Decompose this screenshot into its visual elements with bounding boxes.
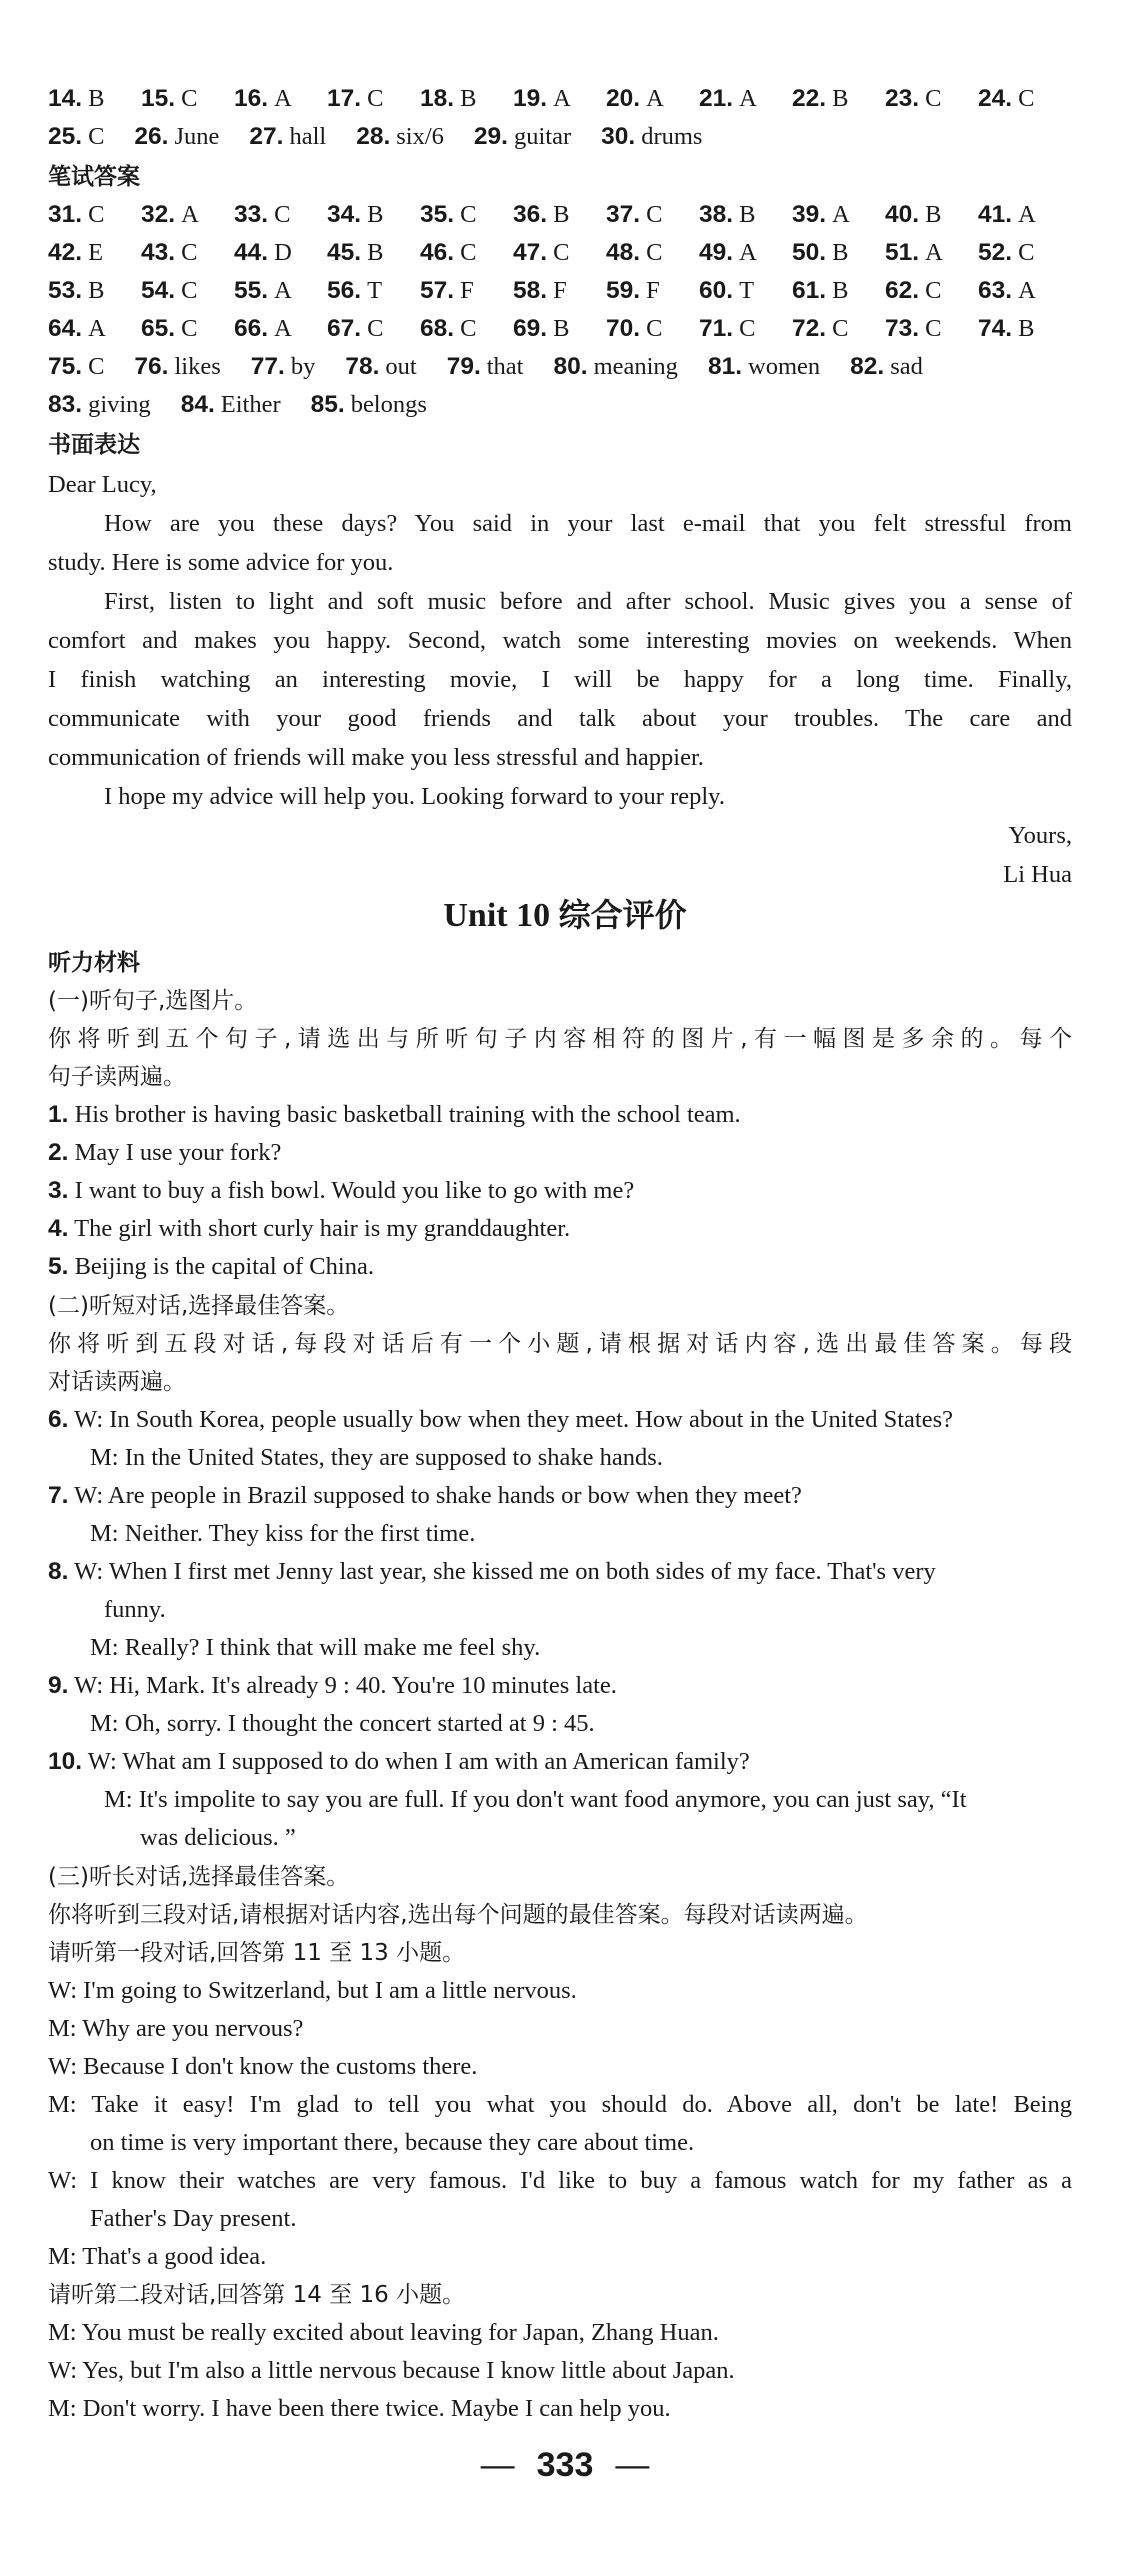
dialogue-8-w-cont: funny. <box>104 1596 166 1623</box>
answer-cell <box>134 348 220 386</box>
answer-number: 60. <box>699 277 734 304</box>
sentence-item-1: 1. His brother is having basic basketball training with the school team. <box>48 1101 741 1128</box>
answer-cell <box>885 310 978 348</box>
answer-value: A <box>739 85 757 112</box>
answer-value: B <box>367 201 384 228</box>
answer-cell <box>606 310 699 348</box>
answer-row-14-24 <box>48 80 1072 118</box>
answer-value: C <box>646 239 663 266</box>
answer-value: six/6 <box>396 123 444 150</box>
letter-paragraph-2-line-2: comfort and makes you happy. Second, watch some interesting movies on weekends. When <box>48 627 1072 654</box>
letter-closing: Yours, <box>1008 822 1072 849</box>
answer-value: T <box>367 277 383 304</box>
answer-value: C <box>1018 239 1035 266</box>
answer-value: giving <box>88 391 151 418</box>
answer-value: B <box>832 277 849 304</box>
answer-cell <box>601 118 702 156</box>
answer-number: 61. <box>792 277 827 304</box>
answer-value: C <box>274 201 291 228</box>
answer-value: C <box>460 201 477 228</box>
answer-cell <box>234 310 327 348</box>
section-3-instruction: 你将听到三段对话,请根据对话内容,选出每个问题的最佳答案。每段对话读两遍。 <box>48 1902 868 1928</box>
dialogue-7-m: M: Neither. They kiss for the first time. <box>90 1520 476 1547</box>
dialogue-8-w: 8. W: When I first met Jenny last year, she kissed me on both sides of my face. That's very <box>48 1558 936 1585</box>
answer-number: 70. <box>606 315 641 342</box>
answer-cell <box>48 348 104 386</box>
answer-cell <box>48 118 104 156</box>
answer-number: 21. <box>699 85 734 112</box>
answer-value: A <box>88 315 106 342</box>
dialogue-6-m: M: In the United States, they are supposed to shake hands. <box>90 1444 663 1471</box>
answer-cell <box>978 234 1071 272</box>
answer-cell <box>513 196 606 234</box>
conversation-1-line-5-cont: Father's Day present. <box>90 2205 297 2232</box>
answer-number: 58. <box>513 277 548 304</box>
conversation-1-line-5: W: I know their watches are very famous. I'd like to buy a famous watch for my father as a <box>48 2167 1072 2194</box>
dialogue-9-w: 9. W: Hi, Mark. It's already 9 : 40. You're 10 minutes late. <box>48 1672 617 1699</box>
answer-number: 57. <box>420 277 455 304</box>
answer-cell <box>447 348 524 386</box>
answer-value: C <box>460 315 477 342</box>
answer-value: June <box>174 123 220 150</box>
answer-row-53-63 <box>48 272 1072 310</box>
conversation-1-line-1: W: I'm going to Switzerland, but I am a little nervous. <box>48 1977 577 2004</box>
answer-value: B <box>88 85 105 112</box>
dialogue-7-w: 7. W: Are people in Brazil supposed to shake hands or bow when they meet? <box>48 1482 802 1509</box>
answer-number: 79. <box>446 353 481 380</box>
answer-value: by <box>290 353 316 380</box>
answer-cell <box>181 386 281 424</box>
conversation-2-line-3: M: Don't worry. I have been there twice. Maybe I can help you. <box>48 2395 671 2422</box>
written-answers-heading: 笔试答案 <box>48 164 140 190</box>
answer-value: C <box>1018 85 1035 112</box>
answer-cell <box>48 386 151 424</box>
conversation-1-intro: 请听第一段对话,回答第 11 至 13 小题。 <box>48 1940 466 1966</box>
answer-cell <box>978 80 1071 118</box>
answer-value: C <box>925 85 942 112</box>
answer-cell <box>48 196 141 234</box>
answer-number: 46. <box>420 239 455 266</box>
answer-cell <box>850 348 923 386</box>
answer-number: 31. <box>48 201 83 228</box>
answer-number: 14. <box>48 85 83 112</box>
answer-number: 30. <box>601 123 636 150</box>
answer-cell <box>513 234 606 272</box>
page-number-value: 333 <box>536 2446 594 2484</box>
dialogue-10-m: M: It's impolite to say you are full. If you don't want food anymore, you can just say, “It <box>104 1786 967 1813</box>
conversation-1-line-4: M: Take it easy! I'm glad to tell you what you should do. Above all, don't be late! Being <box>48 2091 1072 2118</box>
answer-value: hall <box>289 123 327 150</box>
answer-cell <box>708 348 820 386</box>
answer-number: 25. <box>48 123 83 150</box>
answer-value: C <box>88 353 105 380</box>
letter-paragraph-1-line-2: study. Here is some advice for you. <box>48 549 394 576</box>
answer-number: 74. <box>978 315 1013 342</box>
answer-number: 75. <box>48 353 83 380</box>
answer-cell <box>792 196 885 234</box>
answer-number: 71. <box>699 315 734 342</box>
answer-cell <box>251 348 316 386</box>
answer-value: A <box>646 85 664 112</box>
answer-cell <box>606 196 699 234</box>
answer-value: F <box>460 277 474 304</box>
answer-value: A <box>1018 277 1036 304</box>
answer-value: B <box>1018 315 1035 342</box>
answer-number: 66. <box>234 315 269 342</box>
answer-value: C <box>181 277 198 304</box>
answer-value: B <box>367 239 384 266</box>
answer-cell <box>141 80 234 118</box>
answer-value: guitar <box>513 123 572 150</box>
answer-value: C <box>88 201 105 228</box>
conversation-2-line-2: W: Yes, but I'm also a little nervous because I know little about Japan. <box>48 2357 735 2384</box>
conversation-2-intro: 请听第二段对话,回答第 14 至 16 小题。 <box>48 2282 466 2308</box>
dialogue-6-w: 6. W: In South Korea, people usually bow when they meet. How about in the United States? <box>48 1406 953 1433</box>
answer-number: 23. <box>885 85 920 112</box>
answer-cell <box>234 272 327 310</box>
section-2-instruction-line-2: 对话读两遍。 <box>48 1369 186 1395</box>
answer-number: 18. <box>420 85 455 112</box>
dialogue-10-w: 10. W: What am I supposed to do when I am with an American family? <box>48 1748 750 1775</box>
answer-number: 26. <box>134 123 169 150</box>
answer-cell <box>792 234 885 272</box>
letter-signature: Li Hua <box>1003 861 1072 888</box>
section-1-instruction-line-2: 句子读两遍。 <box>48 1064 186 1090</box>
answer-cell <box>554 348 678 386</box>
answer-number: 44. <box>234 239 269 266</box>
answer-number: 29. <box>473 123 508 150</box>
writing-heading: 书面表达 <box>48 432 140 458</box>
answer-number: 51. <box>885 239 920 266</box>
answer-number: 52. <box>978 239 1013 266</box>
answer-number: 62. <box>885 277 920 304</box>
answer-value: C <box>460 239 477 266</box>
answer-value: C <box>739 315 756 342</box>
answer-cell <box>234 80 327 118</box>
answer-number: 42. <box>48 239 83 266</box>
answer-number: 45. <box>327 239 362 266</box>
answer-cell <box>699 310 792 348</box>
answer-value: C <box>181 239 198 266</box>
answer-value: A <box>553 85 571 112</box>
answer-value: A <box>274 315 292 342</box>
answer-value: B <box>460 85 477 112</box>
section-2-title: (二)听短对话,选择最佳答案。 <box>48 1293 350 1319</box>
answer-number: 34. <box>327 201 362 228</box>
conversation-1-line-6: M: That's a good idea. <box>48 2243 267 2270</box>
answer-number: 47. <box>513 239 548 266</box>
letter-paragraph-1-line-1: How are you these days? You said in your last e-mail that you felt stressful from <box>104 510 1072 537</box>
answer-row-64-74 <box>48 310 1072 348</box>
answer-number: 24. <box>978 85 1013 112</box>
answer-cell <box>699 80 792 118</box>
answer-number: 40. <box>885 201 920 228</box>
section-3-title: (三)听长对话,选择最佳答案。 <box>48 1864 350 1890</box>
letter-paragraph-2-line-4: communicate with your good friends and talk about your troubles. The care and <box>48 705 1072 732</box>
answer-value: A <box>832 201 850 228</box>
answer-cell <box>134 118 219 156</box>
answer-number: 72. <box>792 315 827 342</box>
answer-value: C <box>925 315 942 342</box>
answer-number: 83. <box>48 391 83 418</box>
answer-value: belongs <box>350 391 427 418</box>
answer-number: 33. <box>234 201 269 228</box>
answer-value: B <box>553 315 570 342</box>
answer-row-25-30 <box>48 118 1072 156</box>
page-dash-left: — <box>480 2446 515 2484</box>
answer-cell <box>699 196 792 234</box>
answer-cell <box>327 310 420 348</box>
answer-value: Either <box>220 391 281 418</box>
answer-cell <box>356 118 444 156</box>
answer-cell <box>699 272 792 310</box>
answer-value: F <box>553 277 567 304</box>
answer-number: 80. <box>553 353 588 380</box>
answer-value: B <box>739 201 756 228</box>
answer-value: B <box>832 239 849 266</box>
answer-number: 22. <box>792 85 827 112</box>
conversation-1-line-3: W: Because I don't know the customs there. <box>48 2053 478 2080</box>
answer-value: C <box>181 85 198 112</box>
answer-number: 27. <box>249 123 284 150</box>
answer-number: 82. <box>850 353 885 380</box>
answer-number: 73. <box>885 315 920 342</box>
conversation-1-line-2: M: Why are you nervous? <box>48 2015 304 2042</box>
answer-value: E <box>88 239 104 266</box>
unit-title <box>0 890 1130 941</box>
answer-number: 67. <box>327 315 362 342</box>
sentence-item-2: 2. May I use your fork? <box>48 1139 282 1166</box>
answer-number: 76. <box>134 353 169 380</box>
answer-cell <box>792 310 885 348</box>
letter-paragraph-3: I hope my advice will help you. Looking forward to your reply. <box>104 783 725 810</box>
letter-paragraph-2-line-1: First, listen to light and soft music before and after school. Music gives you a sense of <box>104 588 1072 615</box>
answer-number: 85. <box>310 391 345 418</box>
answer-value: women <box>748 353 821 380</box>
answer-number: 78. <box>345 353 380 380</box>
answer-cell <box>606 272 699 310</box>
answer-cell <box>885 234 978 272</box>
answer-value: C <box>553 239 570 266</box>
answer-number: 19. <box>513 85 548 112</box>
answer-number: 50. <box>792 239 827 266</box>
answer-value: C <box>646 315 663 342</box>
answer-row-42-52 <box>48 234 1072 272</box>
answer-number: 69. <box>513 315 548 342</box>
page-dash-right: — <box>615 2446 650 2484</box>
answer-value: out <box>385 353 417 380</box>
answer-cell <box>513 80 606 118</box>
answer-cell <box>606 80 699 118</box>
letter-paragraph-2-line-3: I finish watching an interesting movie, I will be happy for a long time. Finally, <box>48 666 1072 693</box>
answer-value: F <box>646 277 660 304</box>
conversation-2-line-1: M: You must be really excited about leaving for Japan, Zhang Huan. <box>48 2319 719 2346</box>
answer-number: 32. <box>141 201 176 228</box>
answer-number: 64. <box>48 315 83 342</box>
answer-value: A <box>1018 201 1036 228</box>
answer-value: C <box>646 201 663 228</box>
answer-value: B <box>553 201 570 228</box>
answer-cell <box>978 196 1071 234</box>
answer-value: C <box>88 123 105 150</box>
sentence-item-5: 5. Beijing is the capital of China. <box>48 1253 374 1280</box>
answer-number: 53. <box>48 277 83 304</box>
answer-number: 41. <box>978 201 1013 228</box>
answer-value: C <box>181 315 198 342</box>
answer-cell <box>141 196 234 234</box>
answer-number: 16. <box>234 85 269 112</box>
answer-value: A <box>274 85 292 112</box>
answer-cell <box>48 80 141 118</box>
answer-cell <box>513 310 606 348</box>
letter-greeting: Dear Lucy, <box>48 471 157 498</box>
answer-number: 68. <box>420 315 455 342</box>
answer-cell <box>327 196 420 234</box>
answer-cell <box>48 234 141 272</box>
answer-number: 54. <box>141 277 176 304</box>
answer-row-75-82 <box>48 348 1072 386</box>
answer-cell <box>249 118 326 156</box>
answer-number: 36. <box>513 201 548 228</box>
answer-cell <box>420 80 513 118</box>
answer-cell <box>474 118 571 156</box>
answer-value: drums <box>641 123 703 150</box>
answer-number: 37. <box>606 201 641 228</box>
answer-number: 56. <box>327 277 362 304</box>
unit-title-cn: 综合评价 <box>558 896 687 934</box>
answer-number: 81. <box>707 353 742 380</box>
dialogue-10-m-cont: was delicious. ” <box>140 1824 296 1851</box>
answer-cell <box>513 272 606 310</box>
answer-value: meaning <box>593 353 678 380</box>
answer-number: 43. <box>141 239 176 266</box>
answer-cell <box>885 272 978 310</box>
letter-paragraph-2-line-5: communication of friends will make you less stressful and happier. <box>48 744 704 771</box>
answer-cell <box>327 234 420 272</box>
listening-heading: 听力材料 <box>48 950 140 976</box>
answer-value: C <box>925 277 942 304</box>
answer-value: C <box>832 315 849 342</box>
answer-number: 20. <box>606 85 641 112</box>
answer-cell <box>141 272 234 310</box>
page-number <box>0 2446 1130 2485</box>
section-2-instruction-line-1: 你将听到五段对话,每段对话后有一个小题,请根据对话内容,选出最佳答案。每段 <box>48 1331 1072 1357</box>
answer-cell <box>234 196 327 234</box>
section-1-instruction-line-1: 你将听到五个句子,请选出与所听句子内容相符的图片,有一幅图是多余的。每个 <box>48 1026 1072 1052</box>
answer-cell <box>792 80 885 118</box>
answer-cell <box>885 80 978 118</box>
conversation-1-line-4-cont: on time is very important there, because they care about time. <box>90 2129 695 2156</box>
answer-cell <box>978 310 1071 348</box>
answer-cell <box>48 272 141 310</box>
answer-cell <box>311 386 427 424</box>
answer-number: 38. <box>699 201 734 228</box>
answer-number: 55. <box>234 277 269 304</box>
answer-cell <box>141 310 234 348</box>
answer-cell <box>420 310 513 348</box>
answer-cell <box>792 272 885 310</box>
answer-number: 84. <box>180 391 215 418</box>
answer-number: 35. <box>420 201 455 228</box>
answer-cell <box>48 310 141 348</box>
answer-number: 28. <box>356 123 391 150</box>
answer-number: 39. <box>792 201 827 228</box>
answer-value: A <box>739 239 757 266</box>
answer-cell <box>420 196 513 234</box>
answer-cell <box>327 80 420 118</box>
dialogue-9-m: M: Oh, sorry. I thought the concert started at 9 : 45. <box>90 1710 595 1737</box>
answer-cell <box>420 272 513 310</box>
answer-value: T <box>739 277 755 304</box>
answer-cell <box>978 272 1071 310</box>
answer-value: that <box>486 353 524 380</box>
unit-title-en: Unit 10 <box>443 897 559 934</box>
answer-cell <box>885 196 978 234</box>
answer-value: sad <box>890 353 923 380</box>
answer-cell <box>234 234 327 272</box>
answer-value: A <box>181 201 199 228</box>
answer-cell <box>606 234 699 272</box>
answer-number: 49. <box>699 239 734 266</box>
answer-cell <box>420 234 513 272</box>
answer-number: 48. <box>606 239 641 266</box>
section-1-title: (一)听句子,选图片。 <box>48 988 258 1014</box>
answer-number: 17. <box>327 85 362 112</box>
answer-number: 65. <box>141 315 176 342</box>
answer-value: C <box>367 315 384 342</box>
dialogue-8-m: M: Really? I think that will make me feel shy. <box>90 1634 541 1661</box>
sentence-item-4: 4. The girl with short curly hair is my granddaughter. <box>48 1215 571 1242</box>
answer-value: C <box>367 85 384 112</box>
answer-row-31-41 <box>48 196 1072 234</box>
answer-value: A <box>274 277 292 304</box>
answer-value: B <box>832 85 849 112</box>
answer-value: B <box>925 201 942 228</box>
answer-value: B <box>88 277 105 304</box>
answer-row-83-85 <box>48 386 1072 424</box>
answer-cell <box>327 272 420 310</box>
answer-cell <box>699 234 792 272</box>
answer-cell <box>141 234 234 272</box>
answer-value: A <box>925 239 943 266</box>
answer-number: 63. <box>978 277 1013 304</box>
answer-value: D <box>274 239 292 266</box>
answer-cell <box>345 348 416 386</box>
sentence-item-3: 3. I want to buy a fish bowl. Would you like to go with me? <box>48 1177 635 1204</box>
answer-value: likes <box>174 353 221 380</box>
answer-number: 15. <box>141 85 176 112</box>
answer-number: 59. <box>606 277 641 304</box>
answer-number: 77. <box>250 353 285 380</box>
